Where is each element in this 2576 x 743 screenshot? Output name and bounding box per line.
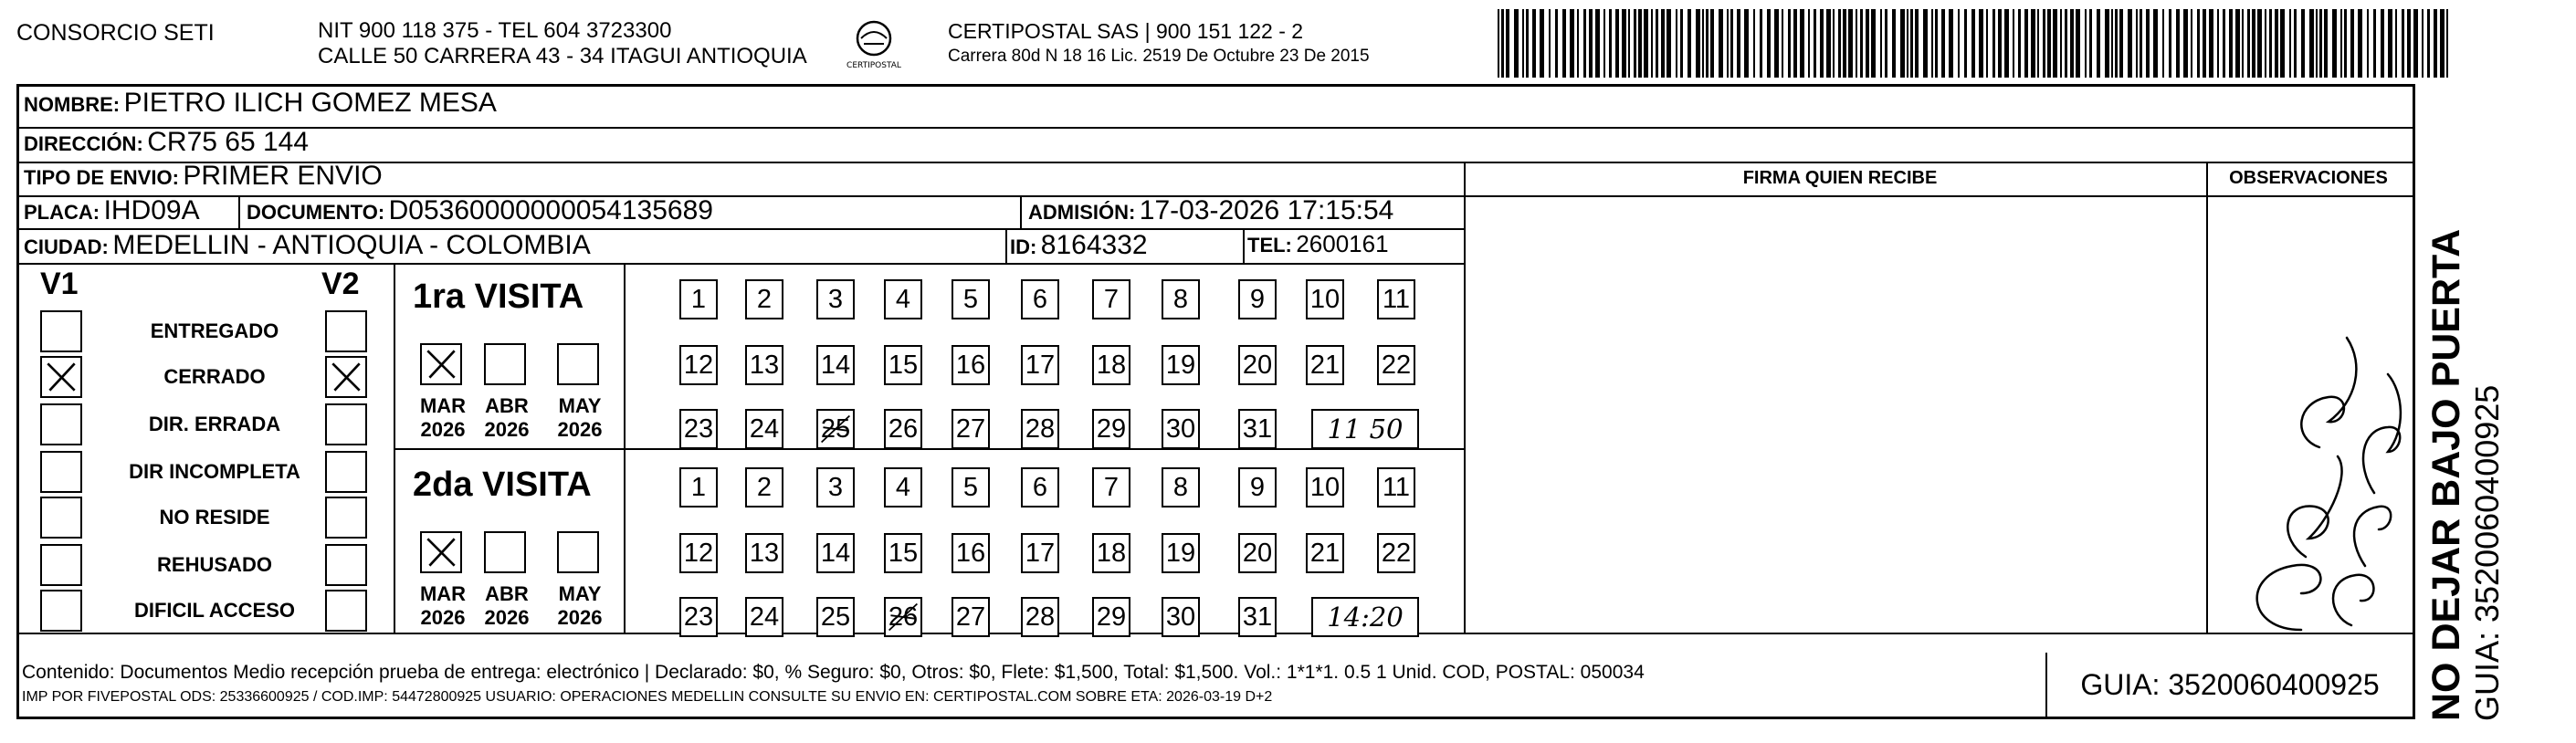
day-box[interactable]: 4 bbox=[884, 279, 922, 319]
v2-header: V2 bbox=[321, 267, 360, 301]
day-box[interactable]: 17 bbox=[1021, 533, 1059, 573]
month-label: MAY 2026 bbox=[557, 582, 603, 629]
status-label: DIR. ERRADA bbox=[148, 413, 281, 435]
month-label: ABR 2026 bbox=[484, 394, 530, 441]
day-box[interactable]: 7 bbox=[1092, 467, 1130, 508]
day-box[interactable]: 5 bbox=[952, 279, 990, 319]
v2-checkbox[interactable] bbox=[325, 544, 367, 586]
day-box[interactable]: 7 bbox=[1092, 279, 1130, 319]
v1-checkbox[interactable] bbox=[40, 590, 82, 632]
day-box[interactable]: 4 bbox=[884, 467, 922, 508]
day-box[interactable]: 1 bbox=[679, 279, 718, 319]
firma-header: FIRMA QUIEN RECIBE bbox=[1742, 168, 1938, 188]
month-checkbox[interactable] bbox=[420, 343, 462, 385]
license-line: Carrera 80d N 18 16 Lic. 2519 De Octubre 23 De 2015 bbox=[948, 47, 1370, 66]
nombre-row bbox=[24, 88, 497, 119]
v1-checkbox[interactable] bbox=[40, 403, 82, 445]
day-box[interactable]: 25 bbox=[816, 409, 855, 449]
ciudad-label: CIUDAD: bbox=[24, 235, 109, 258]
day-box[interactable]: 13 bbox=[745, 345, 783, 385]
day-box[interactable]: 27 bbox=[952, 409, 990, 449]
day-box[interactable]: 28 bbox=[1021, 409, 1059, 449]
tipo-envio-row bbox=[24, 161, 383, 192]
v1-checkbox[interactable] bbox=[40, 497, 82, 539]
v1-checkbox[interactable] bbox=[40, 310, 82, 352]
month-label: MAY 2026 bbox=[557, 394, 603, 441]
day-box[interactable]: 9 bbox=[1238, 279, 1277, 319]
day-box[interactable]: 16 bbox=[952, 345, 990, 385]
guia-number: GUIA: 3520060400925 bbox=[2045, 653, 2413, 717]
day-box[interactable]: 21 bbox=[1306, 533, 1344, 573]
day-box[interactable]: 30 bbox=[1162, 409, 1200, 449]
observaciones-header: OBSERVACIONES bbox=[2229, 168, 2388, 188]
direccion-row bbox=[24, 127, 309, 158]
documento-row bbox=[247, 195, 713, 226]
v2-checkbox[interactable] bbox=[325, 403, 367, 445]
day-box[interactable]: 25 bbox=[816, 597, 855, 637]
day-box[interactable]: 22 bbox=[1377, 533, 1415, 573]
day-box[interactable]: 10 bbox=[1306, 467, 1344, 508]
visit-time[interactable]: 14:20 bbox=[1311, 597, 1419, 637]
day-box[interactable]: 3 bbox=[816, 279, 855, 319]
certipostal-logo bbox=[831, 18, 918, 75]
day-box[interactable]: 8 bbox=[1162, 279, 1200, 319]
day-box[interactable]: 23 bbox=[679, 597, 718, 637]
id-label: ID: bbox=[1010, 235, 1037, 258]
day-box[interactable]: 24 bbox=[745, 409, 783, 449]
day-box[interactable]: 6 bbox=[1021, 467, 1059, 508]
side-notice bbox=[2424, 100, 2561, 721]
footer-imp-line: IMP POR FIVEPOSTAL ODS: 25336600925 / COD.IMP: 54472800925 USUARIO: OPERACIONES MEDELLIN CONSULTE SU ENVIO EN: CERTIPOSTAL.COM SOBRE ETA: 2026-03-19 D+2 bbox=[22, 689, 1273, 705]
month-checkbox[interactable] bbox=[484, 531, 526, 573]
day-box[interactable]: 2 bbox=[745, 467, 783, 508]
day-box[interactable]: 3 bbox=[816, 467, 855, 508]
nombre-value: PIETRO ILICH GOMEZ MESA bbox=[123, 88, 497, 118]
day-box[interactable]: 11 bbox=[1377, 467, 1415, 508]
day-box[interactable]: 29 bbox=[1092, 409, 1130, 449]
day-box[interactable]: 20 bbox=[1238, 533, 1277, 573]
day-box[interactable]: 10 bbox=[1306, 279, 1344, 319]
v2-checkbox[interactable] bbox=[325, 310, 367, 352]
day-box[interactable]: 29 bbox=[1092, 597, 1130, 637]
documento-value: D05360000000054135689 bbox=[388, 195, 713, 225]
id-row bbox=[1010, 230, 1148, 261]
day-box[interactable]: 30 bbox=[1162, 597, 1200, 637]
placa-row bbox=[24, 195, 200, 226]
tel-value: 2600161 bbox=[1296, 230, 1389, 257]
day-box[interactable]: 13 bbox=[745, 533, 783, 573]
day-box[interactable]: 28 bbox=[1021, 597, 1059, 637]
tipo-envio-value: PRIMER ENVIO bbox=[183, 161, 383, 191]
direccion-value: CR75 65 144 bbox=[147, 127, 310, 157]
day-box[interactable]: 23 bbox=[679, 409, 718, 449]
day-box[interactable]: 16 bbox=[952, 533, 990, 573]
day-box[interactable]: 14 bbox=[816, 345, 855, 385]
nit-line: NIT 900 118 375 - TEL 604 3723300 bbox=[318, 18, 672, 43]
day-box[interactable]: 12 bbox=[679, 533, 718, 573]
logo-text: CERTIPOSTAL bbox=[846, 61, 901, 70]
day-box[interactable]: 22 bbox=[1377, 345, 1415, 385]
day-box[interactable]: 9 bbox=[1238, 467, 1277, 508]
direccion-label: DIRECCIÓN: bbox=[24, 132, 143, 155]
status-label: CERRADO bbox=[163, 365, 266, 388]
status-label: ENTREGADO bbox=[150, 319, 279, 342]
month-checkbox[interactable] bbox=[557, 531, 599, 573]
placa-value: IHD09A bbox=[103, 195, 200, 225]
status-label: DIR INCOMPLETA bbox=[129, 460, 300, 483]
id-value: 8164332 bbox=[1040, 230, 1148, 260]
visit-time[interactable]: 11 50 bbox=[1311, 409, 1419, 449]
day-box[interactable]: 31 bbox=[1238, 409, 1277, 449]
day-box[interactable]: 6 bbox=[1021, 279, 1059, 319]
day-box[interactable]: 12 bbox=[679, 345, 718, 385]
tel-row bbox=[1247, 230, 1389, 258]
day-box[interactable]: 15 bbox=[884, 345, 922, 385]
day-box[interactable]: 19 bbox=[1162, 345, 1200, 385]
day-box[interactable]: 1 bbox=[679, 467, 718, 508]
footer-content-line: Contenido: Documentos Medio recepción prueba de entrega: electrónico | Declarado: $0, % Seguro: $0, Otros: $0, Flete: $1,500, Total: $1,500. Vol.: 1*1*1. 0.5 1 Unid. COD, POSTAL: 050034 bbox=[22, 662, 1645, 683]
v1-header: V1 bbox=[40, 267, 79, 301]
day-box[interactable]: 26 bbox=[884, 597, 922, 637]
admision-row bbox=[1028, 195, 1393, 226]
tipo-envio-label: TIPO DE ENVIO: bbox=[24, 166, 179, 189]
month-label: MAR 2026 bbox=[419, 582, 467, 629]
day-box[interactable]: 17 bbox=[1021, 345, 1059, 385]
v1-checkbox[interactable] bbox=[40, 544, 82, 586]
status-label: DIFICIL ACCESO bbox=[133, 599, 295, 622]
documento-label: DOCUMENTO: bbox=[247, 201, 385, 224]
month-checkbox[interactable] bbox=[557, 343, 599, 385]
day-box[interactable]: 18 bbox=[1092, 345, 1130, 385]
status-label: REHUSADO bbox=[157, 553, 272, 576]
month-label: ABR 2026 bbox=[484, 582, 530, 629]
day-box[interactable]: 20 bbox=[1238, 345, 1277, 385]
no-dejar-bajo-puerta: NO DEJAR BAJO PUERTA bbox=[2424, 228, 2468, 721]
day-box[interactable]: 5 bbox=[952, 467, 990, 508]
nombre-label: NOMBRE: bbox=[24, 93, 121, 116]
company-name: CONSORCIO SETI bbox=[16, 20, 215, 46]
day-box[interactable]: 21 bbox=[1306, 345, 1344, 385]
certipostal-line: CERTIPOSTAL SAS | 900 151 122 - 2 bbox=[948, 19, 1304, 43]
v1-checkbox[interactable] bbox=[40, 356, 82, 398]
status-label: NO RESIDE bbox=[159, 506, 270, 528]
day-box[interactable]: 19 bbox=[1162, 533, 1200, 573]
day-box[interactable]: 24 bbox=[745, 597, 783, 637]
admision-value: 17-03-2026 17:15:54 bbox=[1139, 195, 1394, 225]
day-box[interactable]: 26 bbox=[884, 409, 922, 449]
signature-drawing bbox=[2192, 265, 2411, 648]
month-checkbox[interactable] bbox=[420, 531, 462, 573]
day-box[interactable]: 27 bbox=[952, 597, 990, 637]
day-box[interactable]: 31 bbox=[1238, 597, 1277, 637]
day-box[interactable]: 15 bbox=[884, 533, 922, 573]
admision-label: ADMISIÓN: bbox=[1028, 201, 1136, 224]
ciudad-value: MEDELLIN - ANTIOQUIA - COLOMBIA bbox=[112, 230, 591, 260]
company-contact bbox=[318, 18, 807, 69]
placa-label: PLACA: bbox=[24, 201, 100, 224]
month-label: MAR 2026 bbox=[419, 394, 467, 441]
v2-checkbox[interactable] bbox=[325, 590, 367, 632]
day-box[interactable]: 18 bbox=[1092, 533, 1130, 573]
v2-checkbox[interactable] bbox=[325, 356, 367, 398]
day-box[interactable]: 2 bbox=[745, 279, 783, 319]
day-box[interactable]: 14 bbox=[816, 533, 855, 573]
v1-checkbox[interactable] bbox=[40, 451, 82, 493]
tel-label: TEL: bbox=[1247, 234, 1292, 256]
barcode bbox=[1498, 9, 2456, 78]
ciudad-row bbox=[24, 230, 591, 261]
visit1-title: 1ra VISITA bbox=[413, 277, 584, 316]
v2-checkbox[interactable] bbox=[325, 451, 367, 493]
visit2-title: 2da VISITA bbox=[413, 466, 592, 504]
side-guia: GUIA: 3520060400925 bbox=[2468, 384, 2506, 721]
handwritten-signature bbox=[2192, 265, 2411, 648]
day-box[interactable]: 8 bbox=[1162, 467, 1200, 508]
certipostal-info bbox=[948, 18, 1370, 69]
month-checkbox[interactable] bbox=[484, 343, 526, 385]
address-line: CALLE 50 CARRERA 43 - 34 ITAGUI ANTIOQUIA bbox=[318, 44, 807, 68]
day-box[interactable]: 11 bbox=[1377, 279, 1415, 319]
v2-checkbox[interactable] bbox=[325, 497, 367, 539]
